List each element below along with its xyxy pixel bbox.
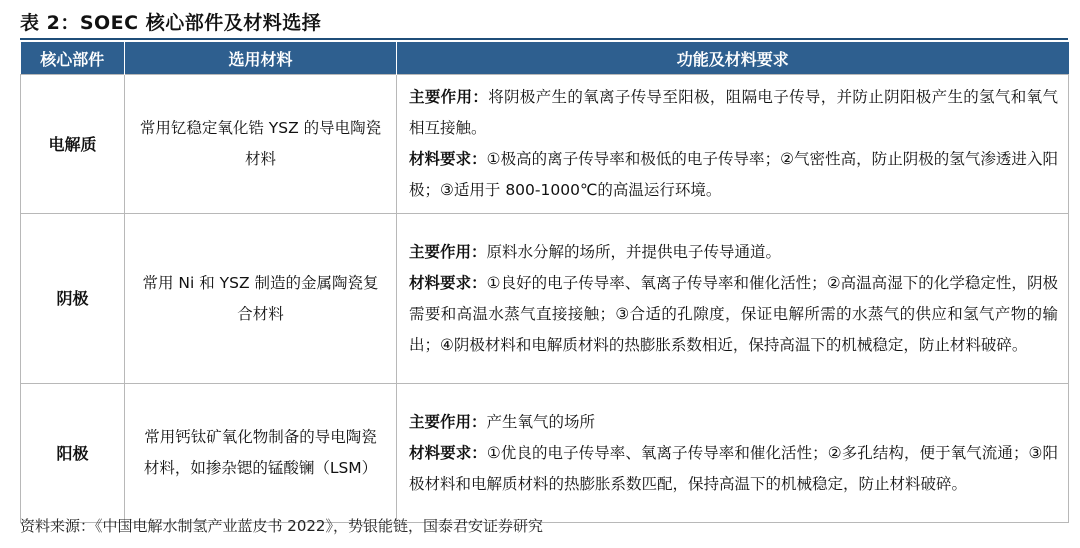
source-note: 资料来源：《中国电解水制氢产业蓝皮书 2022》，势银能链，国泰君安证券研究 (20, 517, 543, 535)
part-cell: 电解质 (21, 75, 125, 214)
req-line (409, 438, 1058, 500)
req-label: 材料要求： (409, 150, 487, 168)
role-line (409, 237, 1058, 268)
header-part: 核心部件 (21, 42, 125, 75)
part-cell: 阳极 (21, 384, 125, 523)
header-material: 选用材料 (125, 42, 397, 75)
requirements-cell (397, 75, 1069, 214)
caption-rule (20, 38, 1068, 40)
role-label: 主要作用： (409, 412, 487, 431)
table-row (21, 214, 1069, 384)
requirements-cell (397, 384, 1069, 523)
req-label: 材料要求： (409, 273, 487, 292)
header-requirements: 功能及材料要求 (397, 42, 1069, 75)
role-label: 主要作用： (409, 242, 487, 261)
req-line (409, 268, 1058, 361)
table-header-row (21, 42, 1069, 75)
material-cell: 常用钙钛矿氧化物制备的导电陶瓷材料，如掺杂锶的锰酸镧（LSM） (125, 384, 397, 523)
role-line (409, 82, 1058, 144)
role-text: 将阴极产生的氧离子传导至阳极，阻隔电子传导，并防止阴阳极产生的氢气和氧气相互接触。 (409, 88, 1058, 137)
material-cell: 常用 Ni 和 YSZ 制造的金属陶瓷复合材料 (125, 214, 397, 384)
req-text: ①良好的电子传导率、氧离子传导率和催化活性；②高温高湿下的化学稳定性，阴极需要和高温水蒸气直接接触；③合适的孔隙度，保证电解所需的水蒸气的供应和氢气产物的输出；④阴极材料和电解质材料的热膨胀系数相近，保持高温下的机械稳定，防止材料破碎。 (409, 273, 1058, 354)
part-cell: 阴极 (21, 214, 125, 384)
role-text: 产生氧气的场所 (486, 412, 596, 431)
table-row (21, 75, 1069, 214)
req-text: ①优良的电子传导率、氧离子传导率和催化活性；②多孔结构，便于氧气流通；③阳极材料和电解质材料的热膨胀系数匹配，保持高温下的机械稳定，防止材料破碎。 (409, 443, 1058, 493)
role-text: 原料水分解的场所，并提供电子传导通道。 (486, 242, 782, 261)
role-label: 主要作用： (409, 88, 489, 106)
req-text: ①极高的离子传导率和极低的电子传导率；②气密性高，防止阴极的氢气渗透进入阳极；③适用于 800-1000℃的高温运行环境。 (409, 150, 1058, 199)
materials-table (20, 42, 1069, 523)
req-label: 材料要求： (409, 443, 487, 462)
table-caption: 表 2：SOEC 核心部件及材料选择 (20, 12, 322, 34)
req-line (409, 144, 1058, 206)
material-cell: 常用钇稳定氧化锆 YSZ 的导电陶瓷材料 (125, 75, 397, 214)
table-row (21, 384, 1069, 523)
role-line (409, 407, 1058, 438)
requirements-cell (397, 214, 1069, 384)
